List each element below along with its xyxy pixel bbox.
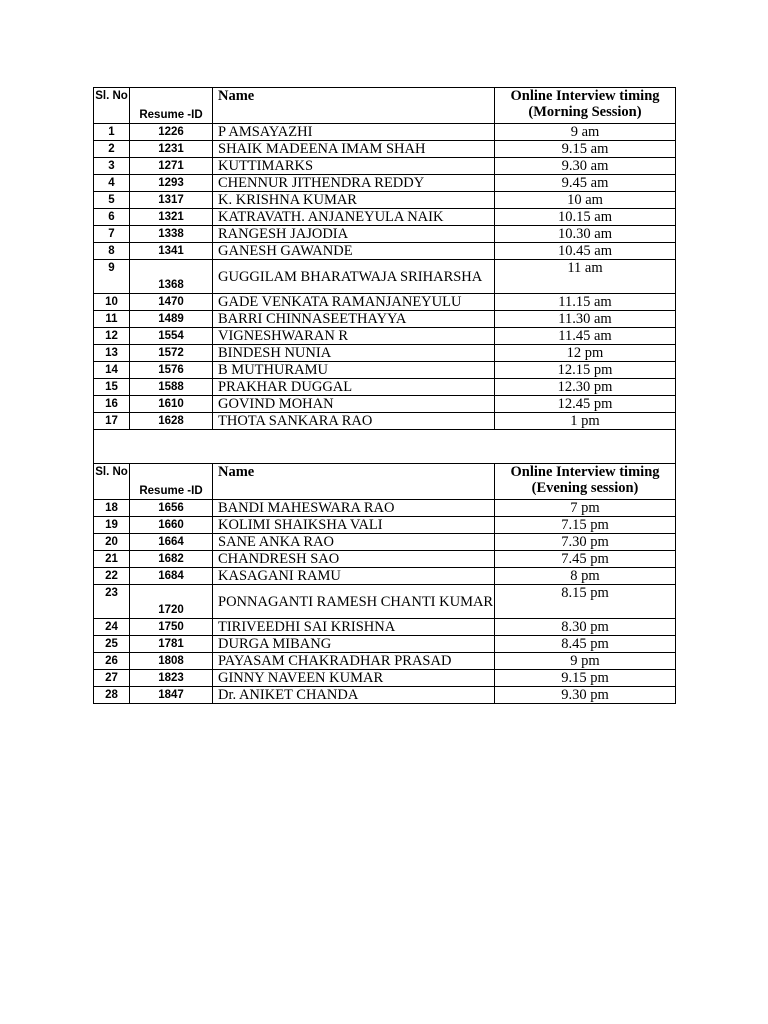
sl-number: 7 xyxy=(94,226,130,243)
candidate-name: TIRIVEEDHI SAI KRISHNA xyxy=(213,619,495,636)
table-row xyxy=(94,500,676,517)
resume-id: 1808 xyxy=(130,653,213,670)
interview-time: 12 pm xyxy=(495,345,676,362)
sl-no-header: Sl. No xyxy=(94,464,130,500)
resume-id: 1317 xyxy=(130,192,213,209)
table-row xyxy=(94,636,676,653)
interview-time: 11.45 am xyxy=(495,328,676,345)
resume-id: 1576 xyxy=(130,362,213,379)
resume-id: 1781 xyxy=(130,636,213,653)
table-row xyxy=(94,568,676,585)
candidate-name: BARRI CHINNASEETHAYYA xyxy=(213,311,495,328)
candidate-name: THOTA SANKARA RAO xyxy=(213,413,495,430)
sl-number: 11 xyxy=(94,311,130,328)
timing-header-label: Online Interview timing xyxy=(510,88,660,104)
candidate-name: KUTTIMARKS xyxy=(213,158,495,175)
resume-id: 1823 xyxy=(130,670,213,687)
sl-number: 14 xyxy=(94,362,130,379)
sl-number: 28 xyxy=(94,687,130,704)
candidate-name: RANGESH JAJODIA xyxy=(213,226,495,243)
table-row xyxy=(94,328,676,345)
interview-time: 9.45 am xyxy=(495,175,676,192)
sl-number: 6 xyxy=(94,209,130,226)
interview-time: 11 am xyxy=(495,260,676,294)
candidate-name: GOVIND MOHAN xyxy=(213,396,495,413)
sl-number: 4 xyxy=(94,175,130,192)
resume-id: 1489 xyxy=(130,311,213,328)
sl-number: 1 xyxy=(94,124,130,141)
table-row xyxy=(94,551,676,568)
candidate-name: DURGA MIBANG xyxy=(213,636,495,653)
sl-number: 24 xyxy=(94,619,130,636)
interview-time: 7.15 pm xyxy=(495,517,676,534)
interview-time: 12.45 pm xyxy=(495,396,676,413)
table-row xyxy=(94,226,676,243)
sl-number: 16 xyxy=(94,396,130,413)
interview-schedule-table xyxy=(93,87,676,704)
sl-number: 18 xyxy=(94,500,130,517)
resume-id: 1341 xyxy=(130,243,213,260)
session-separator-row xyxy=(94,430,676,464)
candidate-name: GINNY NAVEEN KUMAR xyxy=(213,670,495,687)
table-row xyxy=(94,158,676,175)
interview-time: 12.30 pm xyxy=(495,379,676,396)
timing-header-label: Online Interview timing xyxy=(510,464,660,480)
resume-id: 1226 xyxy=(130,124,213,141)
sl-number: 2 xyxy=(94,141,130,158)
candidate-name: CHANDRESH SAO xyxy=(213,551,495,568)
table-row xyxy=(94,413,676,430)
sl-number: 3 xyxy=(94,158,130,175)
interview-time: 8.45 pm xyxy=(495,636,676,653)
candidate-name: PAYASAM CHAKRADHAR PRASAD xyxy=(213,653,495,670)
candidate-name: KATRAVATH. ANJANEYULA NAIK xyxy=(213,209,495,226)
interview-time: 9 pm xyxy=(495,653,676,670)
table-body xyxy=(94,88,676,704)
resume-id: 1338 xyxy=(130,226,213,243)
interview-time: 11.15 am xyxy=(495,294,676,311)
sl-number: 15 xyxy=(94,379,130,396)
interview-time: 10.30 am xyxy=(495,226,676,243)
interview-time: 8 pm xyxy=(495,568,676,585)
sl-number: 17 xyxy=(94,413,130,430)
resume-id: 1470 xyxy=(130,294,213,311)
candidate-name: GANESH GAWANDE xyxy=(213,243,495,260)
morning-header-row xyxy=(94,88,676,124)
sl-number: 12 xyxy=(94,328,130,345)
table-row xyxy=(94,670,676,687)
interview-time: 9.15 pm xyxy=(495,670,676,687)
evening-header-row xyxy=(94,464,676,500)
resume-id: 1847 xyxy=(130,687,213,704)
resume-id: 1750 xyxy=(130,619,213,636)
resume-id-header: Resume -ID xyxy=(130,88,213,124)
candidate-name: PRAKHAR DUGGAL xyxy=(213,379,495,396)
table-row xyxy=(94,379,676,396)
sl-number: 23 xyxy=(94,585,130,619)
candidate-name: KOLIMI SHAIKSHA VALI xyxy=(213,517,495,534)
sl-number: 21 xyxy=(94,551,130,568)
interview-time: 1 pm xyxy=(495,413,676,430)
interview-time: 9.30 pm xyxy=(495,687,676,704)
resume-id: 1293 xyxy=(130,175,213,192)
table-row xyxy=(94,619,676,636)
resume-id: 1628 xyxy=(130,413,213,430)
table-row xyxy=(94,362,676,379)
table-row xyxy=(94,345,676,362)
resume-id: 1271 xyxy=(130,158,213,175)
interview-time: 8.15 pm xyxy=(495,585,676,619)
table-row xyxy=(94,209,676,226)
interview-time: 10 am xyxy=(495,192,676,209)
candidate-name: K. KRISHNA KUMAR xyxy=(213,192,495,209)
candidate-name: B MUTHURAMU xyxy=(213,362,495,379)
sl-number: 10 xyxy=(94,294,130,311)
sl-number: 8 xyxy=(94,243,130,260)
interview-time: 12.15 pm xyxy=(495,362,676,379)
candidate-name: Dr. ANIKET CHANDA xyxy=(213,687,495,704)
candidate-name: KASAGANI RAMU xyxy=(213,568,495,585)
timing-header xyxy=(495,464,676,500)
resume-id: 1572 xyxy=(130,345,213,362)
resume-id: 1588 xyxy=(130,379,213,396)
table-row xyxy=(94,294,676,311)
evening-session-label: (Evening session) xyxy=(531,480,639,496)
sl-number: 25 xyxy=(94,636,130,653)
candidate-name: BANDI MAHESWARA RAO xyxy=(213,500,495,517)
table-row xyxy=(94,192,676,209)
resume-id: 1660 xyxy=(130,517,213,534)
table-row xyxy=(94,517,676,534)
table-row xyxy=(94,585,676,619)
candidate-name: BINDESH NUNIA xyxy=(213,345,495,362)
sl-number: 19 xyxy=(94,517,130,534)
resume-id: 1720 xyxy=(130,585,213,619)
table-row xyxy=(94,534,676,551)
sl-number: 13 xyxy=(94,345,130,362)
candidate-name: P AMSAYAZHI xyxy=(213,124,495,141)
sl-number: 5 xyxy=(94,192,130,209)
resume-id: 1368 xyxy=(130,260,213,294)
candidate-name: GADE VENKATA RAMANJANEYULU xyxy=(213,294,495,311)
interview-time: 8.30 pm xyxy=(495,619,676,636)
morning-session-label: (Morning Session) xyxy=(528,104,642,120)
sl-number: 22 xyxy=(94,568,130,585)
sl-no-header: Sl. No xyxy=(94,88,130,124)
interview-time: 7 pm xyxy=(495,500,676,517)
table-row xyxy=(94,175,676,192)
interview-time: 10.15 am xyxy=(495,209,676,226)
candidate-name: GUGGILAM BHARATWAJA SRIHARSHA xyxy=(213,260,495,294)
resume-id: 1684 xyxy=(130,568,213,585)
timing-header xyxy=(495,88,676,124)
table-row xyxy=(94,260,676,294)
resume-id: 1554 xyxy=(130,328,213,345)
interview-time: 9.30 am xyxy=(495,158,676,175)
table-row xyxy=(94,141,676,158)
sl-number: 9 xyxy=(94,260,130,294)
sl-number: 26 xyxy=(94,653,130,670)
table-row xyxy=(94,396,676,413)
candidate-name: VIGNESHWARAN R xyxy=(213,328,495,345)
session-separator xyxy=(94,430,676,464)
table-row xyxy=(94,243,676,260)
resume-id: 1664 xyxy=(130,534,213,551)
candidate-name: CHENNUR JITHENDRA REDDY xyxy=(213,175,495,192)
sl-number: 20 xyxy=(94,534,130,551)
interview-time: 9 am xyxy=(495,124,676,141)
resume-id: 1656 xyxy=(130,500,213,517)
candidate-name: SHAIK MADEENA IMAM SHAH xyxy=(213,141,495,158)
resume-id: 1610 xyxy=(130,396,213,413)
interview-time: 7.30 pm xyxy=(495,534,676,551)
interview-time: 10.45 am xyxy=(495,243,676,260)
interview-time: 9.15 am xyxy=(495,141,676,158)
table-row xyxy=(94,687,676,704)
interview-time: 11.30 am xyxy=(495,311,676,328)
resume-id: 1321 xyxy=(130,209,213,226)
name-header: Name xyxy=(213,464,495,500)
sl-number: 27 xyxy=(94,670,130,687)
candidate-name: SANE ANKA RAO xyxy=(213,534,495,551)
candidate-name: PONNAGANTI RAMESH CHANTI KUMAR xyxy=(213,585,495,619)
interview-time: 7.45 pm xyxy=(495,551,676,568)
resume-id: 1682 xyxy=(130,551,213,568)
resume-id-header: Resume -ID xyxy=(130,464,213,500)
table-row xyxy=(94,311,676,328)
name-header: Name xyxy=(213,88,495,124)
table-row xyxy=(94,653,676,670)
resume-id: 1231 xyxy=(130,141,213,158)
table-row xyxy=(94,124,676,141)
